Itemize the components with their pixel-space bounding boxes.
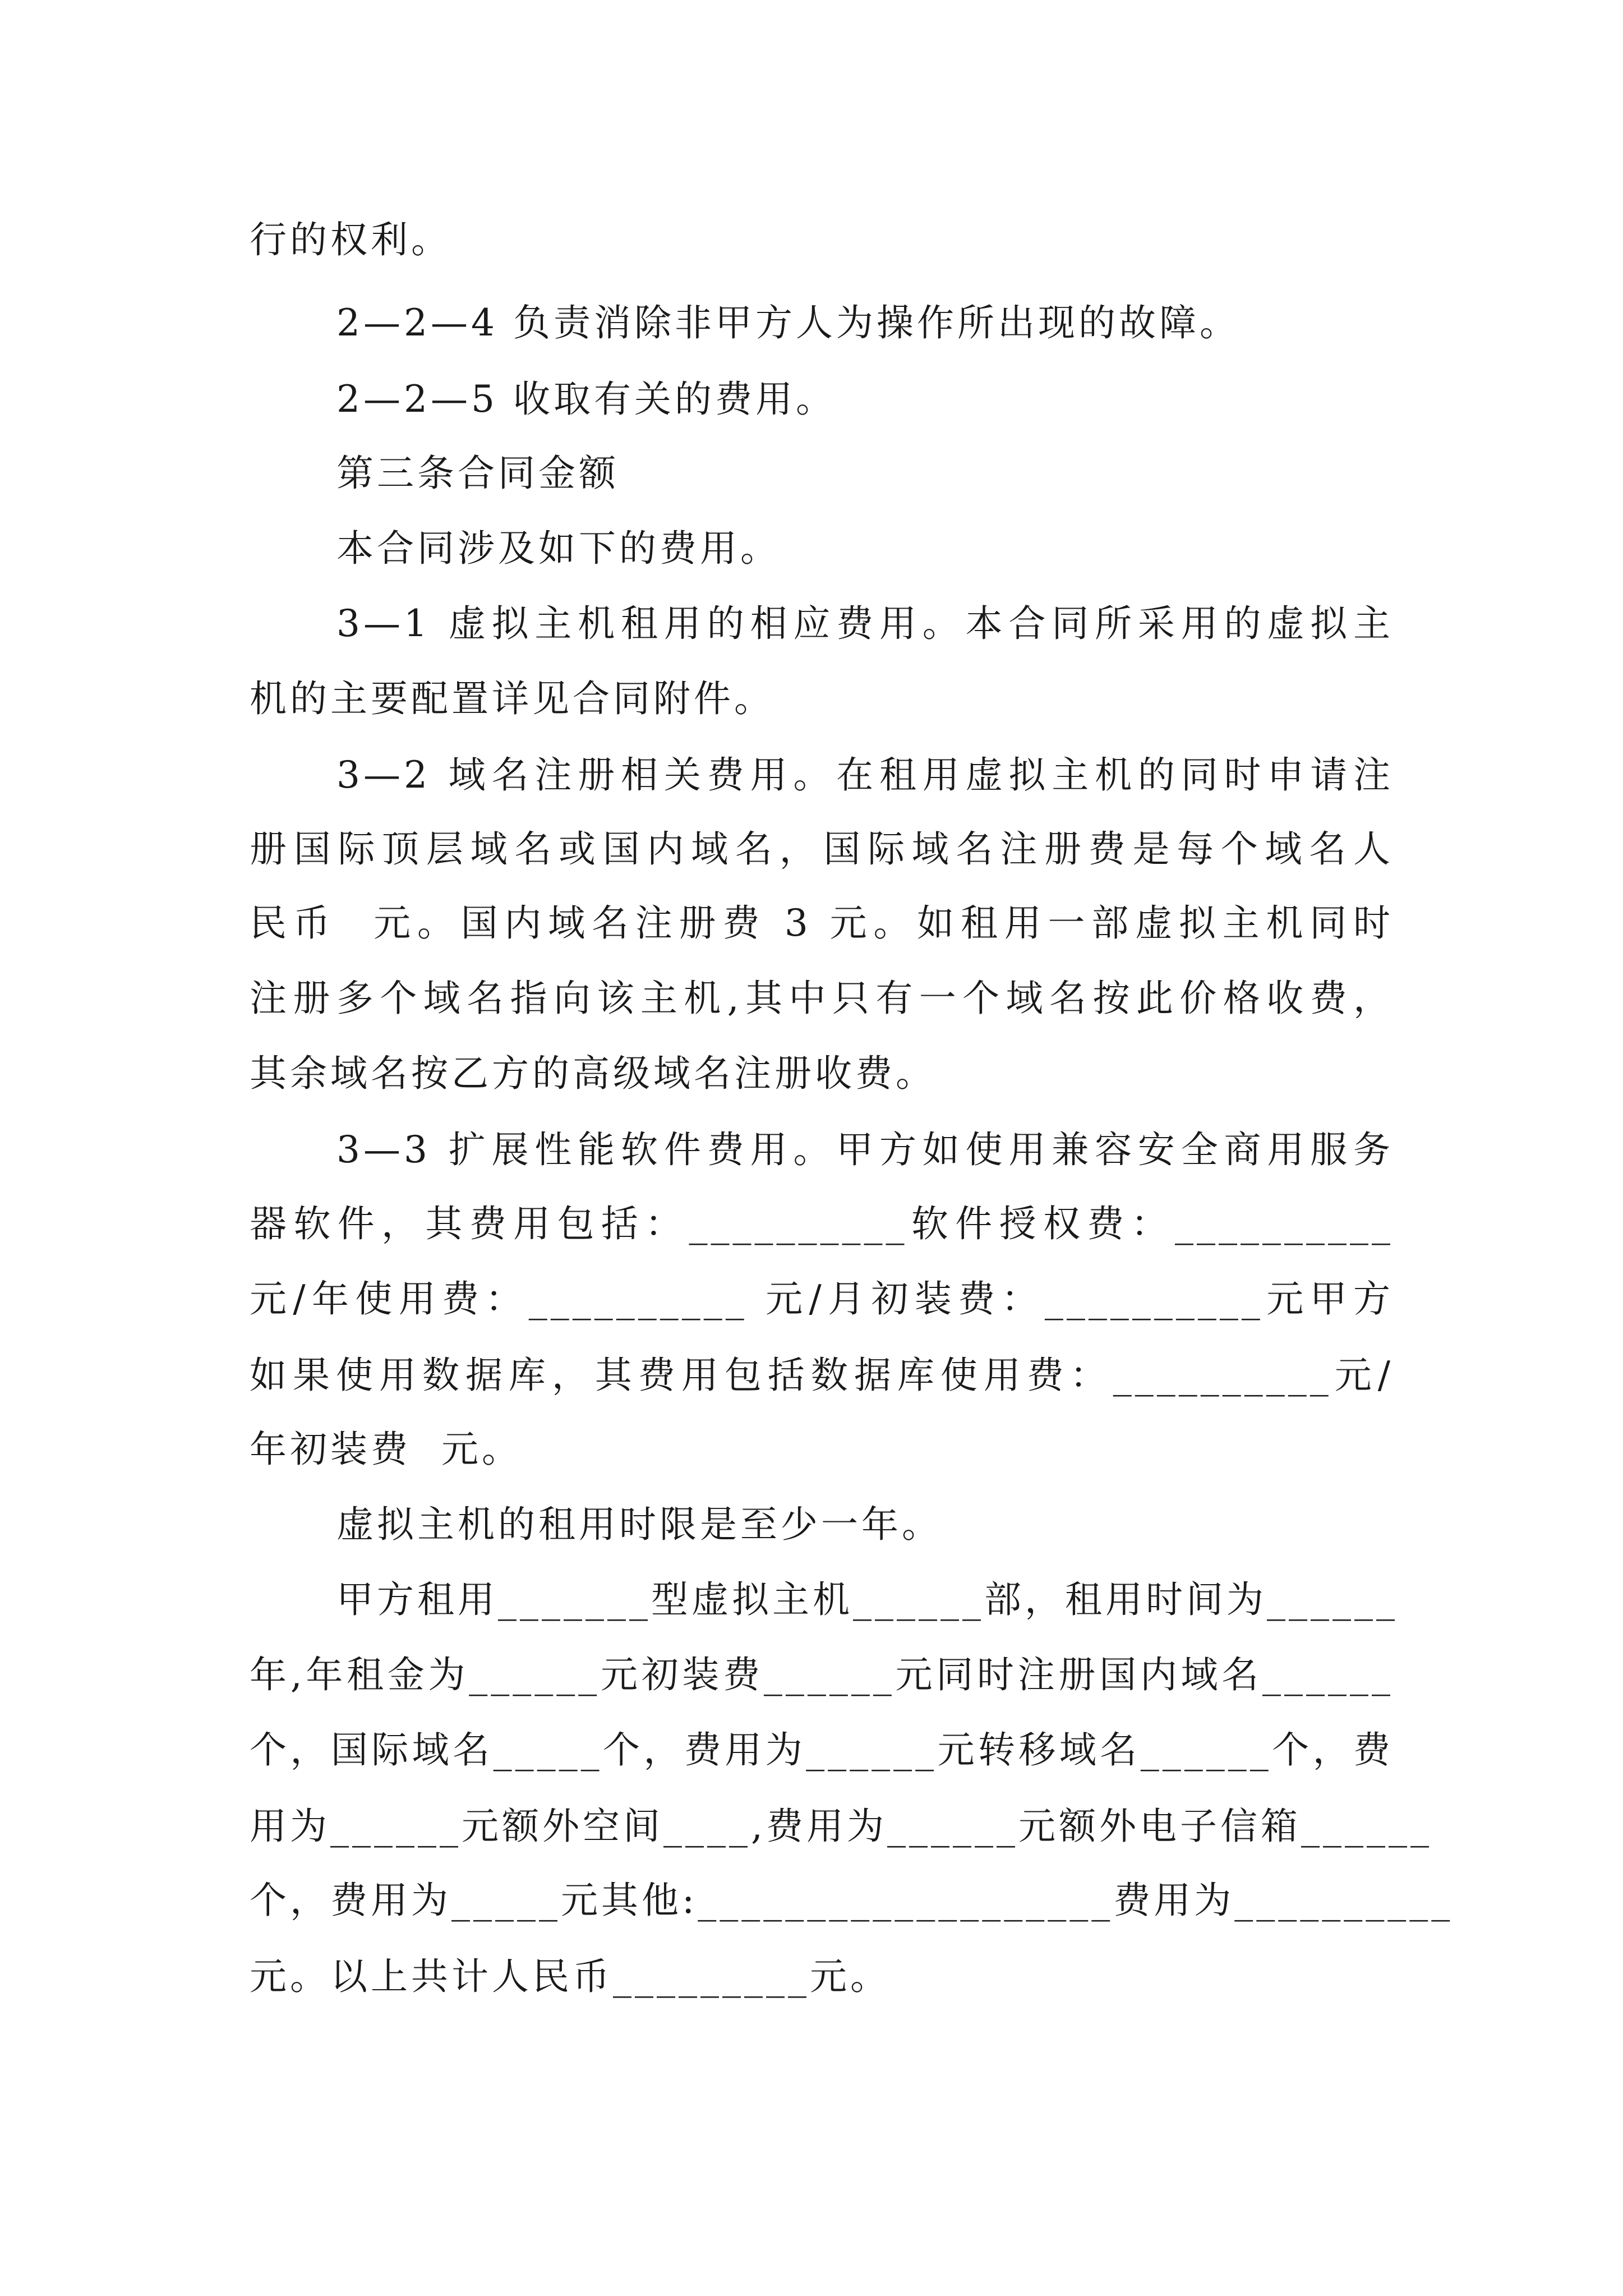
paragraph-line: 器软件，其费用包括：__________软件授权费：__________ (250, 1202, 1394, 1245)
paragraph-line: 年,年租金为______元初装费______元同时注册国内域名______ (250, 1653, 1394, 1696)
section-heading-article-3: 第三条合同金额 (336, 452, 619, 495)
paragraph-line: 个，国际域名_____个，费用为______元转移域名______个，费 (250, 1728, 1394, 1772)
paragraph-line: 机的主要配置详见合同附件。 (250, 677, 774, 720)
clause-3-1: 3—1 虚拟主机租用的相应费用。本合同所采用的虚拟主 (336, 602, 1394, 645)
paragraph-line: 行的权利。 (250, 218, 451, 261)
paragraph-line: 册国际顶层域名或国内域名，国际域名注册费是每个域名人 (250, 827, 1394, 871)
clause-3-2: 3—2 域名注册相关费用。在租用虚拟主机的同时申请注 (336, 753, 1394, 797)
clause-3-3: 3—3 扩展性能软件费用。甲方如使用兼容安全商用服务 (336, 1128, 1394, 1171)
paragraph-line: 如果使用数据库，其费用包括数据库使用费：__________元/ (250, 1354, 1394, 1397)
paragraph-line: 注册多个域名指向该主机,其中只有一个域名按此价格收费， (250, 977, 1394, 1020)
rental-clause: 甲方租用_______型虚拟主机______部，租用时间为______ (336, 1578, 1398, 1621)
paragraph-line: 个，费用为_____元其他:___________________费用为__________ (250, 1879, 1454, 1922)
clause-2-2-5: 2—2—5 收取有关的费用。 (336, 378, 836, 421)
total-amount-line: 元。以上共计人民币_________元。 (250, 1955, 891, 1998)
paragraph-line: 虚拟主机的租用时限是至少一年。 (336, 1503, 942, 1546)
paragraph-line: 本合同涉及如下的费用。 (336, 527, 781, 570)
paragraph-line: 其余域名按乙方的高级域名注册收费。 (250, 1052, 936, 1095)
paragraph-line: 用为______元额外空间____,费用为______元额外电子信箱______ (250, 1805, 1432, 1848)
paragraph-line: 民币 元。国内域名注册费 3 元。如租用一部虚拟主机同时 (250, 901, 1394, 945)
paragraph-line: 元/年使用费：__________ 元/月初装费：__________元甲方 (250, 1277, 1394, 1320)
clause-2-2-4: 2—2—4 负责消除非甲方人为操作所出现的故障。 (336, 301, 1240, 344)
paragraph-line: 年初装费 元。 (250, 1428, 522, 1471)
